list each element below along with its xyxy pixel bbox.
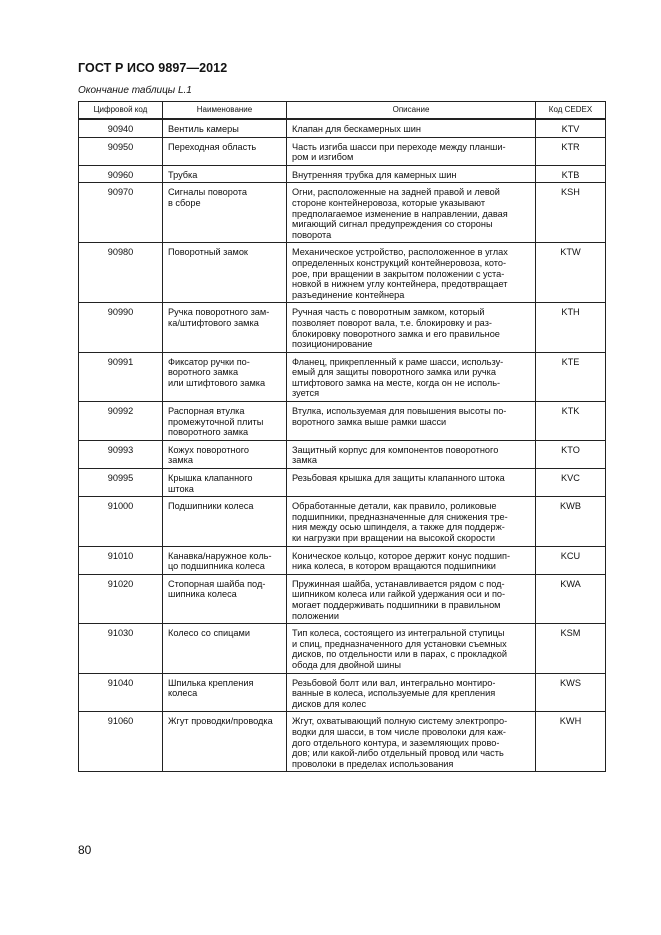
header-description: Описание: [287, 102, 536, 120]
cell-code: 90980: [79, 243, 163, 303]
cell-description: Фланец, прикрепленный к раме шасси, использу- емый для защиты поворотного замка или ручка штифтового замка на месте, когда он не исполь- зуется: [287, 352, 536, 401]
cell-name: Переходная область: [163, 137, 287, 165]
table-row: [79, 303, 606, 352]
cell-cedex: KTK: [536, 402, 606, 441]
table-row: [79, 137, 606, 165]
cell-code: 90990: [79, 303, 163, 352]
cell-description: Тип колеса, состоящего из интегральной ступицы и спиц, предназначенного для установки съемных дисков, по отдельности или в парах, с прокладкой обода для двойной шины: [287, 624, 536, 673]
cell-code: 90995: [79, 469, 163, 497]
cell-name: Поворотный замок: [163, 243, 287, 303]
cell-code: 90991: [79, 352, 163, 401]
parts-table: [78, 101, 606, 772]
table-row: [79, 497, 606, 546]
cell-description: Ручная часть с поворотным замком, который позволяет поворот вала, т.е. блокировку и раз- блокировку поворотного замка и его правильное позиционирование: [287, 303, 536, 352]
table-row: [79, 469, 606, 497]
cell-name: Сигналы поворота в сборе: [163, 183, 287, 243]
cell-cedex: KTW: [536, 243, 606, 303]
header-name: Наименование: [163, 102, 287, 120]
cell-description: Жгут, охватывающий полную систему электропро- водки для шасси, в том числе проволоки для каж- дого отдельного контура, и заземляющих прово- дов; или какой-либо отдельный провод или часть проволоки в пределах использования: [287, 712, 536, 772]
cell-code: 91010: [79, 546, 163, 574]
cell-name: Подшипники колеса: [163, 497, 287, 546]
cell-cedex: KSH: [536, 183, 606, 243]
cell-cedex: KTH: [536, 303, 606, 352]
header-cedex: Код CEDEX: [536, 102, 606, 120]
cell-name: Трубка: [163, 165, 287, 183]
cell-description: Часть изгиба шасси при переходе между планши- ром и изгибом: [287, 137, 536, 165]
table-row: [79, 119, 606, 137]
cell-description: Внутренняя трубка для камерных шин: [287, 165, 536, 183]
header-code: Цифровой код: [79, 102, 163, 120]
table-row: [79, 546, 606, 574]
table-header-row: [79, 102, 606, 120]
cell-description: Пружинная шайба, устанавливается рядом с под- шипником колеса или гайкой удержания оси и по- могает поддерживать подшипники в правильном положении: [287, 574, 536, 623]
cell-cedex: KWB: [536, 497, 606, 546]
cell-code: 91000: [79, 497, 163, 546]
cell-code: 90960: [79, 165, 163, 183]
cell-code: 91040: [79, 673, 163, 712]
table-row: [79, 243, 606, 303]
cell-code: 91060: [79, 712, 163, 772]
table-row: [79, 183, 606, 243]
cell-description: Резьбовая крышка для защиты клапанного штока: [287, 469, 536, 497]
cell-description: Механическое устройство, расположенное в углах определенных конструкций контейнеровоза, кото- рое, при вращении в закрытом положении с уста- новкой в нижнем углу контейнера, предотвращает разъединение контейнера: [287, 243, 536, 303]
cell-cedex: KWH: [536, 712, 606, 772]
cell-code: 90940: [79, 119, 163, 137]
cell-name: Распорная втулка промежуточной плиты поворотного замка: [163, 402, 287, 441]
cell-name: Ручка поворотного зам- ка/штифтового замка: [163, 303, 287, 352]
table-caption: Окончание таблицы L.1: [78, 85, 192, 96]
document-title: ГОСТ Р ИСО 9897—2012: [78, 61, 228, 75]
cell-description: Коническое кольцо, которое держит конус подшип- ника колеса, в котором вращаются подшипники: [287, 546, 536, 574]
cell-code: 90992: [79, 402, 163, 441]
table-row: [79, 673, 606, 712]
cell-cedex: KTO: [536, 440, 606, 468]
cell-name: Кожух поворотного замка: [163, 440, 287, 468]
table-row: [79, 712, 606, 772]
cell-name: Фиксатор ручки по- воротного замка или штифтового замка: [163, 352, 287, 401]
cell-name: Колесо со спицами: [163, 624, 287, 673]
cell-name: Жгут проводки/проводка: [163, 712, 287, 772]
cell-description: Огни, расположенные на задней правой и левой стороне контейнеровоза, которые указывают предполагаемое изменение в направлении, давая мигающий сигнал предупреждения со стороны поворота: [287, 183, 536, 243]
cell-cedex: KTR: [536, 137, 606, 165]
cell-description: Защитный корпус для компонентов поворотного замка: [287, 440, 536, 468]
cell-name: Вентиль камеры: [163, 119, 287, 137]
table-row: [79, 440, 606, 468]
cell-cedex: KTE: [536, 352, 606, 401]
cell-description: Резьбовой болт или вал, интегрально монтиро- ванные в колеса, используемые для крепления дисков для колес: [287, 673, 536, 712]
cell-description: Втулка, используемая для повышения высоты по- воротного замка выше рамки шасси: [287, 402, 536, 441]
table-row: [79, 402, 606, 441]
cell-code: 90993: [79, 440, 163, 468]
table-row: [79, 624, 606, 673]
cell-cedex: KTV: [536, 119, 606, 137]
page-number: 80: [78, 843, 92, 857]
cell-cedex: KSM: [536, 624, 606, 673]
cell-code: 90950: [79, 137, 163, 165]
table-body: [79, 119, 606, 772]
cell-cedex: KCU: [536, 546, 606, 574]
cell-cedex: KWA: [536, 574, 606, 623]
cell-code: 90970: [79, 183, 163, 243]
cell-name: Канавка/наружное коль- цо подшипника колеса: [163, 546, 287, 574]
cell-name: Крышка клапанного штока: [163, 469, 287, 497]
cell-code: 91020: [79, 574, 163, 623]
cell-cedex: KWS: [536, 673, 606, 712]
table-row: [79, 165, 606, 183]
cell-name: Шпилька крепления колеса: [163, 673, 287, 712]
table-row: [79, 574, 606, 623]
cell-code: 91030: [79, 624, 163, 673]
table-row: [79, 352, 606, 401]
cell-description: Клапан для бескамерных шин: [287, 119, 536, 137]
cell-cedex: KTB: [536, 165, 606, 183]
cell-description: Обработанные детали, как правило, роликовые подшипники, предназначенные для снижения тре- ния между осью шпинделя, а также для поддерж- ки нагрузки при вращении на высокой скорости: [287, 497, 536, 546]
cell-cedex: KVC: [536, 469, 606, 497]
cell-name: Стопорная шайба под- шипника колеса: [163, 574, 287, 623]
